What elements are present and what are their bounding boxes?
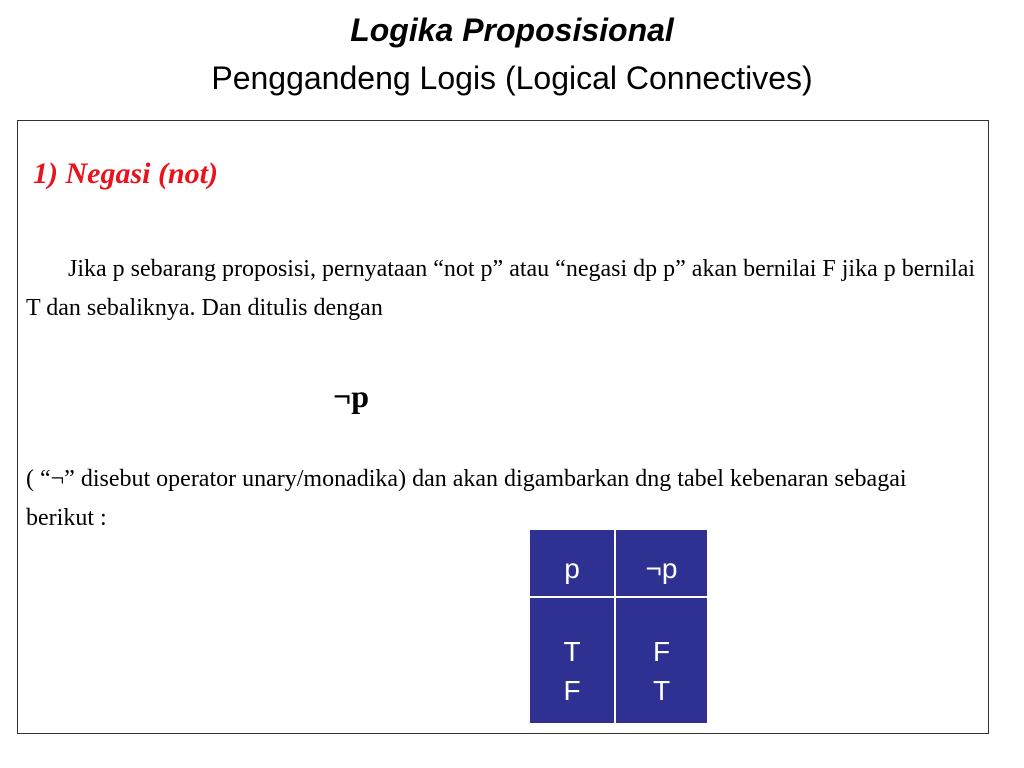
truth-table-header-not-p: ¬p	[645, 553, 678, 584]
table-divider-horizontal	[530, 596, 707, 598]
paragraph-definition	[26, 250, 976, 328]
truth-table-header-p: p	[564, 553, 580, 584]
truth-table-cell: T	[652, 675, 671, 706]
paragraph-definition-text: Jika p sebarang proposisi, pernyataan “not p” atau “negasi dp p” akan bernilai F jika p bernilai T dan sebaliknya. Dan ditulis dengan	[26, 256, 976, 321]
negation-formula: ¬p	[333, 378, 370, 414]
truth-table-cell: F	[563, 675, 581, 706]
slide-title: Logika Proposisional	[350, 12, 674, 48]
truth-table-cell: F	[652, 636, 671, 667]
section-heading: 1) Negasi (not)	[33, 157, 218, 190]
content-frame	[17, 120, 989, 734]
paragraph-operator: ( “¬” disebut operator unary/monadika) dan akan digambarkan dng tabel kebenaran sebagai berikut :	[26, 466, 907, 531]
slide-subtitle: Penggandeng Logis (Logical Connectives)	[211, 60, 813, 96]
truth-table-cell: T	[563, 636, 581, 667]
